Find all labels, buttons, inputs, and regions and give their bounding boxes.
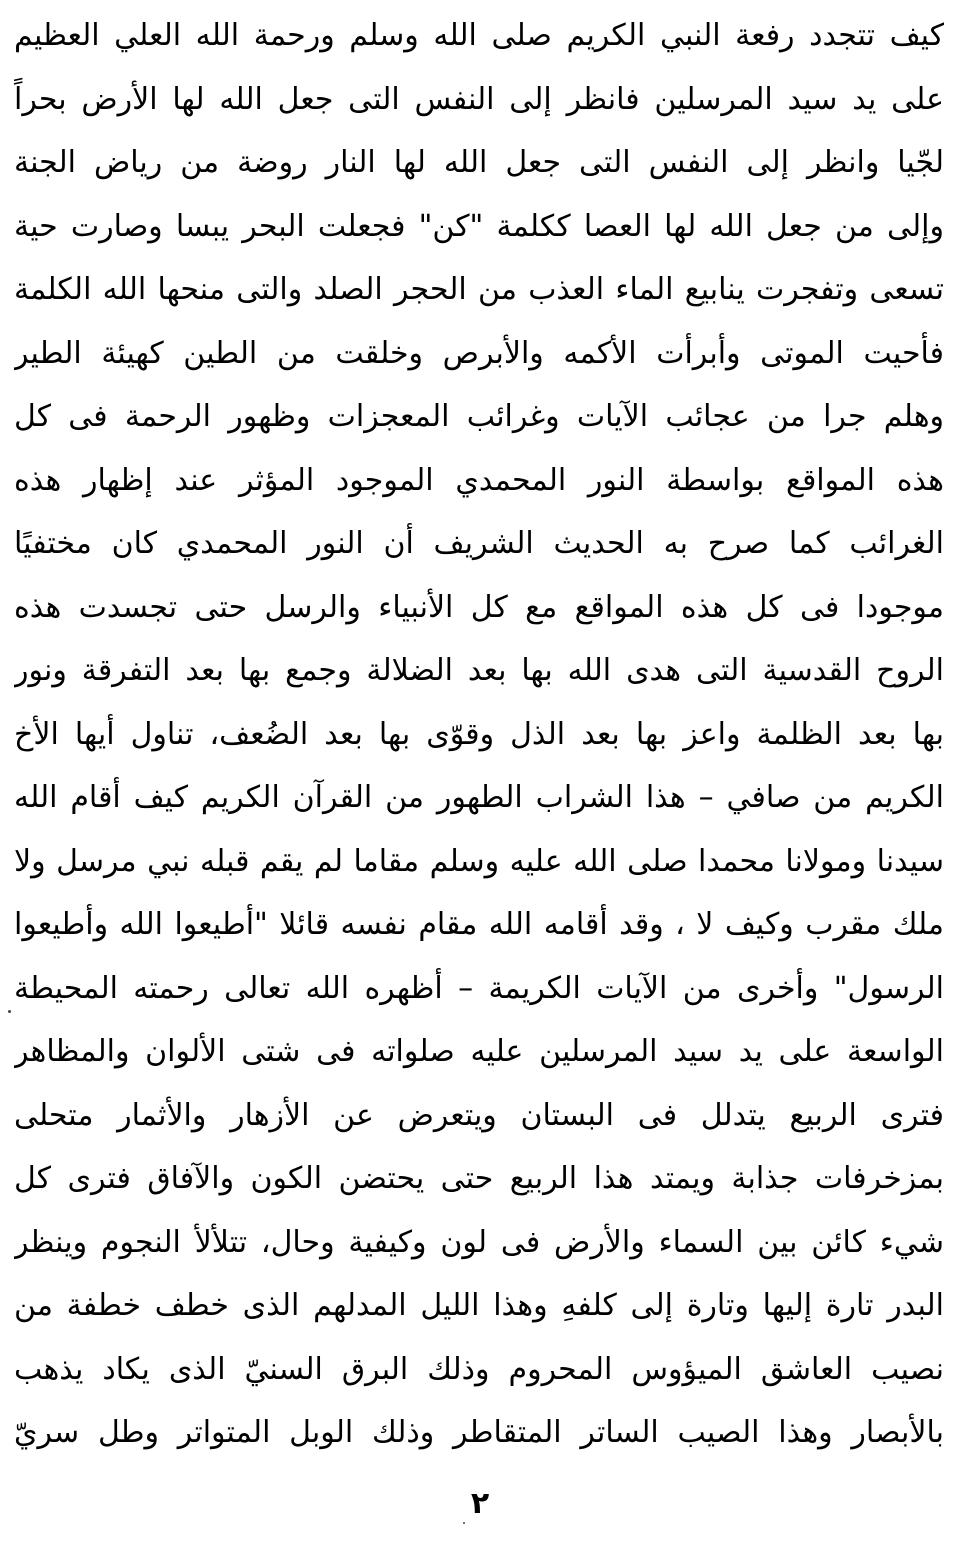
scan-speck (463, 1522, 465, 1524)
scan-speck (8, 1010, 11, 1013)
text-line: على يد سيد المرسلين فانظر إلى النفس التى جعل الله لها الأرض بحراً (14, 81, 944, 117)
text-line: لجّيا وانظر إلى النفس التى جعل الله لها النار روضة من رياض الجنة (14, 145, 944, 180)
text-line: فأحيت الموتى وأبرأت الأكمه والأبرص وخلقت من الطين كهيئة الطير (14, 335, 944, 371)
text-line: تسعى وتفجرت ينابيع الماء العذب من الحجر الصلد والتى منحها الله الكلمة (14, 272, 944, 307)
text-line: سيدنا ومولانا محمدا صلى الله عليه وسلم مقاما لم يقم قبله نبي مرسل ولا (14, 843, 944, 879)
text-line: بها بعد الظلمة واعز بها بعد الذل وقوّى بها بعد الضُعف، تناول أيها الأخ (14, 716, 944, 752)
text-line: الغرائب كما صرح به الحديث الشريف أن النور المحمدي كان مختفيًا (14, 526, 944, 561)
text-line: وهلم جرا من عجائب الآيات وغرائب المعجزات وظهور الرحمة فى كل (14, 399, 944, 434)
text-line: موجودا فى كل هذه المواقع مع كل الأنبياء والرسل حتى تجسدت هذه (14, 589, 944, 625)
text-line: شيء كائن بين السماء والأرض فى لون وكيفية وحال، تتلألأ النجوم وينظر (14, 1224, 944, 1260)
page-number: ٢ (470, 1486, 490, 1521)
text-line: الرسول" وأخرى من الآيات الكريمة – أظهره الله تعالى رحمته المحيطة (14, 970, 944, 1006)
text-line: الواسعة على يد سيد المرسلين عليه صلواته فى شتى الألوان والمظاهر (14, 1034, 944, 1069)
text-line: ملك مقرب وكيف لا ، وقد أقامه الله مقام نفسه قائلا "أطيعوا الله وأطيعوا (14, 907, 944, 942)
text-line: وإلى من جعل الله لها العصا ككلمة "كن" فجعلت البحر يبسا وصارت حية (14, 208, 944, 244)
text-line: نصيب العاشق الميؤوس المحروم وذلك البرق السنيّ الذى يكاد يذهب (14, 1351, 944, 1387)
text-line: بالأبصار وهذا الصيب الساتر المتقاطر وذلك الوبل المتواتر وطل سريّ (14, 1415, 944, 1450)
text-line: الروح القدسية التى هدى الله بها بعد الضلالة وجمع بها بعد التفرقة ونور (14, 653, 944, 688)
text-line: بمزخرفات جذابة ويمتد هذا الربيع حتى يحتضن الكون والآفاق فترى كل (14, 1161, 944, 1196)
text-line: هذه المواقع بواسطة النور المحمدي الموجود المؤثر عند إظهار هذه (14, 462, 944, 498)
text-line: فترى الربيع يتدلل فى البستان ويتعرض عن الأزهار والأثمار متحلى (14, 1097, 944, 1133)
text-line: البدر تارة إليها وتارة إلى كلفهِ وهذا الليل المدلهم الذى خطف خطفة من (14, 1288, 944, 1323)
text-line: كيف تتجدد رفعة النبي الكريم صلى الله وسلم ورحمة الله العلي العظيم (14, 18, 944, 53)
body-text (14, 4, 944, 1465)
text-line: الكريم من صافي – هذا الشراب الطهور من القرآن الكريم كيف أقام الله (14, 780, 944, 815)
